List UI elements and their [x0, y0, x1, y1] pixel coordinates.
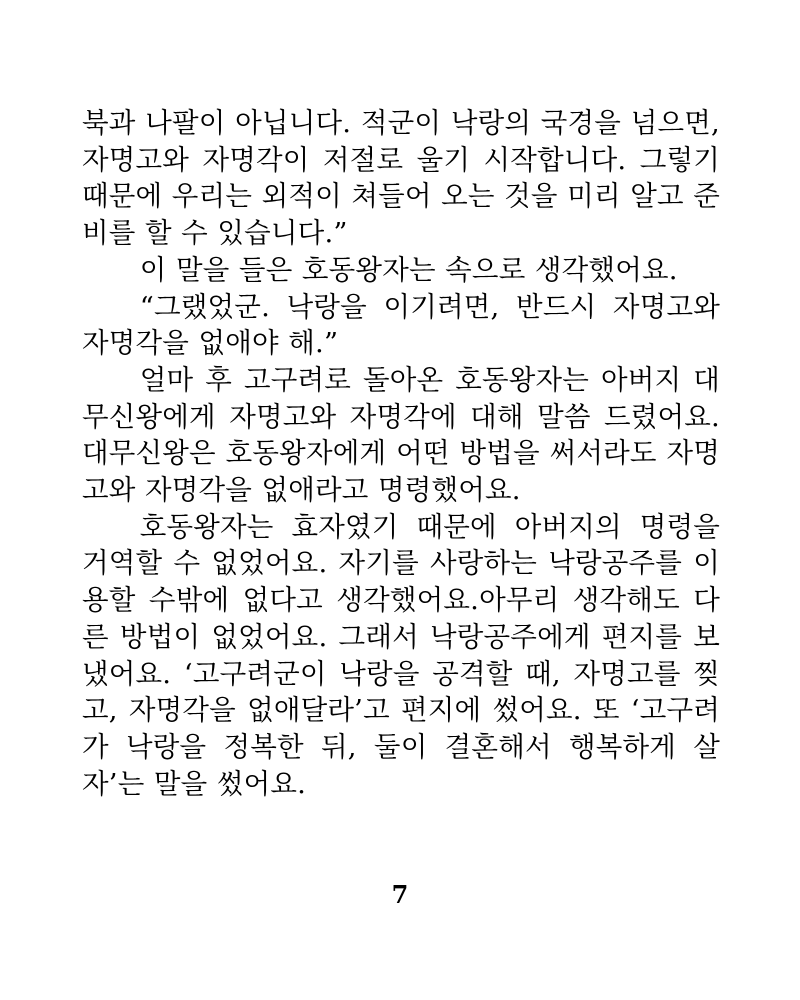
paragraph: 이 말을 들은 호동왕자는 속으로 생각했어요. — [139, 253, 678, 286]
page-number: 7 — [391, 880, 409, 909]
paragraph: “그랬었군. 낙랑을 이기려면, 반드시 자명고와 자명각을 없애야 해.” — [82, 290, 720, 360]
paragraph: 북과 나팔이 아닙니다. 적군이 낙랑의 국경을 넘으면, 자명고와 자명각이 저절로 울기 시작합니다. 그렇기 때문에 우리는 외적이 쳐들어 오는 것을 미리 알고 준비를 할 수 있습니다.” — [82, 107, 720, 250]
paragraph: 얼마 후 고구려로 돌아온 호동왕자는 아버지 대무신왕에게 자명고와 자명각에 대해 말씀 드렸어요. 대무신왕은 호동왕자에게 어떤 방법을 써서라도 자명고와 자명각을 없애라고 명령했어요. — [82, 363, 720, 507]
page-body — [82, 105, 720, 802]
paragraph: 호동왕자는 효자였기 때문에 아버지의 명령을 거역할 수 없었어요. 자기를 사랑하는 낙랑공주를 이용할 수밖에 없다고 생각했어요.아무리 생각해도 다른 방법이 없었어요. 그래서 낙랑공주에게 편지를 보냈어요. ‘고구려군이 낙랑을 공격할 때, 자명고를 찢고, 자명각을 없애달라’고 편지에 썼어요. 또 ‘고구려가 낙랑을 정복한 뒤, 둘이 결혼해서 행복하게 살자’는 말을 썼어요. — [82, 510, 720, 800]
